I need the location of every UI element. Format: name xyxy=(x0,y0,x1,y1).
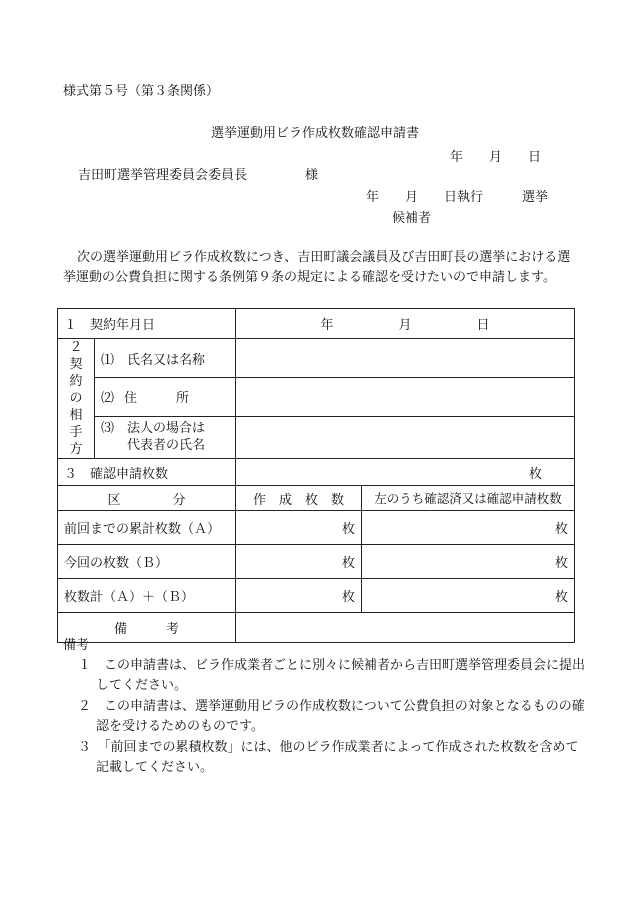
table-row xyxy=(58,545,575,579)
party-rep-value[interactable] xyxy=(236,416,575,458)
table-row xyxy=(58,579,575,613)
header-category: 区 分 xyxy=(58,486,236,511)
note-item: ２ この申請書は、選挙運動用ビラの作成枚数について公費負担の対象となるものの確認を受けるためのものです。 xyxy=(78,699,585,734)
confirm-count-row xyxy=(58,459,575,486)
party-address-label-cell xyxy=(95,378,236,416)
remarks-label: 備 考 xyxy=(58,613,236,643)
party-label-char: 約 xyxy=(69,374,83,389)
party-label-char: 手 xyxy=(69,425,83,440)
party-address-row xyxy=(58,378,575,416)
application-date-line: 年 月 日 xyxy=(450,150,542,165)
note-item: ３ 「前回までの累積枚数」には、他のビラ作成業者によって作成された枚数を含めて記載してください。 xyxy=(78,740,579,775)
party-rep-line2: 代表者の氏名 xyxy=(127,438,206,454)
remarks-row xyxy=(58,613,575,643)
confirmed-count-cell[interactable]: 枚 xyxy=(362,545,575,579)
party-label-char: 相 xyxy=(69,408,83,423)
addressee: 吉田町選挙管理委員会委員長 xyxy=(78,168,248,183)
made-count-cell[interactable]: 枚 xyxy=(236,545,362,579)
party-name-value[interactable] xyxy=(236,339,575,378)
confirm-count-unit[interactable]: 枚 xyxy=(236,459,575,486)
header-confirmed: 左のうち確認済又は確認申請枚数 xyxy=(362,486,575,511)
party-label-char: ２ xyxy=(69,340,83,355)
remarks-value[interactable] xyxy=(236,613,575,643)
contract-date-row xyxy=(58,309,575,339)
party-address-value[interactable] xyxy=(236,378,575,416)
party-label-char: 契 xyxy=(69,357,83,372)
document-title: 選挙運動用ビラ作成枚数確認申請書 xyxy=(210,126,419,141)
honorific: 様 xyxy=(305,168,319,183)
party-name-row xyxy=(58,339,575,378)
candidate-label: 候補者 xyxy=(392,211,432,226)
contract-date-label: １ 契約年月日 xyxy=(58,309,236,339)
row-label: 枚数計（Ａ）＋（Ｂ） xyxy=(58,579,236,613)
party-name-label: ⑴ 氏名又は名称 xyxy=(95,339,236,378)
confirmed-count-cell[interactable]: 枚 xyxy=(362,511,575,545)
form-number: 様式第５号（第３条関係） xyxy=(63,84,220,99)
party-label-char: 方 xyxy=(69,442,83,457)
confirm-count-label: ３ 確認申請枚数 xyxy=(58,459,236,486)
row-label: 前回までの累計枚数（Ａ） xyxy=(58,511,236,545)
note-item: １ この申請書は、ビラ作成業者ごとに別々に候補者から吉田町選挙管理委員会に提出してください。 xyxy=(78,658,586,693)
party-rep-label xyxy=(95,416,236,458)
party-label-char: の xyxy=(69,391,83,406)
contract-date-value[interactable]: 年 月 日 xyxy=(236,309,575,339)
row-label: 今回の枚数（Ｂ） xyxy=(58,545,236,579)
table-header-row xyxy=(58,486,575,511)
application-table xyxy=(57,308,575,643)
party-rep-row xyxy=(58,416,575,458)
party-address-label: 住 所 xyxy=(124,391,190,407)
made-count-cell[interactable]: 枚 xyxy=(236,579,362,613)
header-made: 作 成 枚 数 xyxy=(236,486,362,511)
body-text: 次の選挙運動用ビラ作成枚数につき、吉田町議会議員及び吉田町長の選挙における選挙運動の公費負担に関する条例第９条の規定による確認を受けたいので申請します。 xyxy=(63,250,571,285)
notes-heading: 備考 xyxy=(63,638,90,653)
confirmed-count-cell[interactable]: 枚 xyxy=(362,579,575,613)
election-date-line: 年 月 日執行 選挙 xyxy=(366,190,549,205)
made-count-cell[interactable]: 枚 xyxy=(236,511,362,545)
table-row xyxy=(58,511,575,545)
contract-party-label xyxy=(58,339,95,459)
party-rep-line1: ⑶ 法人の場合は xyxy=(101,421,206,437)
party-address-num: ⑵ xyxy=(101,391,115,407)
